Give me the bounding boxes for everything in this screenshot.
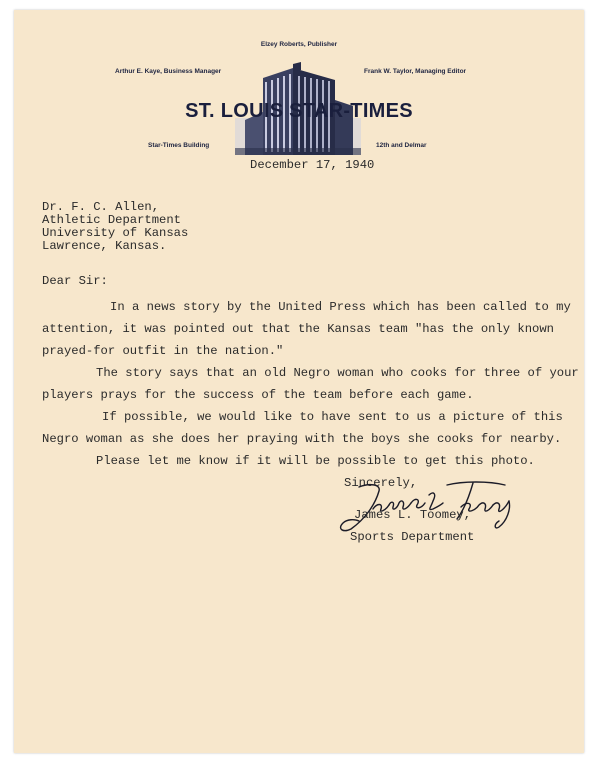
business-manager-line: Arthur E. Kaye, Business Manager — [115, 68, 222, 75]
body-line: attention, it was pointed out that the Kansas team "has the only known — [42, 322, 554, 336]
publisher-line: Elzey Roberts, Publisher — [260, 41, 338, 48]
body-line: prayed-for outfit in the nation." — [42, 344, 284, 358]
recipient-line: Lawrence, Kansas. — [42, 239, 167, 253]
recipient-line: Dr. F. C. Allen, — [42, 200, 160, 214]
address-line: 12th and Delmar — [376, 142, 427, 149]
closing: Sincerely, — [344, 476, 418, 490]
recipient-line: University of Kansas — [42, 226, 189, 240]
body-line: In a news story by the United Press which has been called to my — [110, 300, 571, 314]
letter-date: December 17, 1940 — [250, 158, 375, 172]
masthead-title: ST. LOUIS STAR-TIMES — [185, 100, 413, 122]
signer-department: Sports Department — [350, 530, 475, 544]
body-line: Please let me know if it will be possible to get this photo. — [96, 454, 535, 468]
salutation: Dear Sir: — [42, 274, 108, 288]
body-line: The story says that an old Negro woman who cooks for three of your — [96, 366, 579, 380]
managing-editor-line: Frank W. Taylor, Managing Editor — [364, 68, 467, 75]
body-line: Negro woman as she does her praying with the boys she cooks for nearby. — [42, 432, 562, 446]
recipient-line: Athletic Department — [42, 213, 181, 227]
body-line: If possible, we would like to have sent to us a picture of this — [102, 410, 563, 424]
handwritten-signature — [329, 475, 519, 535]
signer-name: James L. Toomey, — [354, 508, 472, 522]
building-name-line: Star-Times Building — [148, 142, 210, 149]
letter-page — [14, 10, 584, 753]
body-line: players prays for the success of the team before each game. — [42, 388, 474, 402]
